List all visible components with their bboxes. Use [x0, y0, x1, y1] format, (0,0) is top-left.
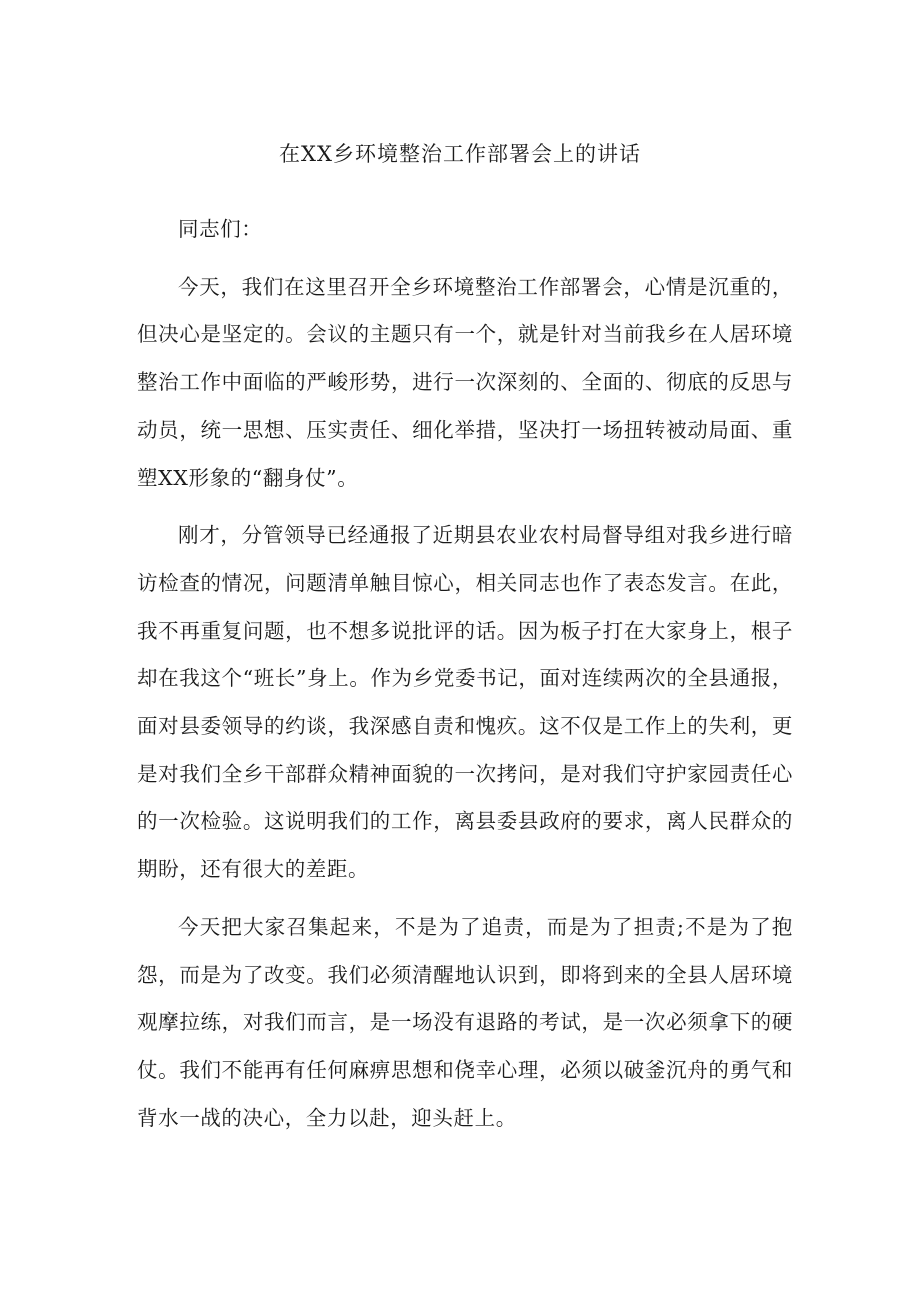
paragraph-3: 今天把大家召集起来，不是为了追责，而是为了担责;不是为了抱怨，而是为了改变。我们必须清醒地认识到，即将到来的全县人居环境观摩拉练，对我们而言，是一场没有退路的考试，是一次必须拿下的硬仗。我们不能再有任何麻痹思想和侥幸心理，必须以破釜沉舟的勇气和背水一战的决心，全力以赴，迎头赶上。: [137, 914, 793, 1130]
document-title: 在XX乡环境整治工作部署会上的讲话: [279, 142, 641, 166]
paragraph-1: 今天，我们在这里召开全乡环境整治工作部署会，心情是沉重的，但决心是坚定的。会议的主题只有一个，就是针对当前我乡在人居环境整治工作中面临的严峻形势，进行一次深刻的、全面的、彻底的反思与动员，统一思想、压实责任、细化举措，坚决打一场扭转被动局面、重塑XX形象的“翻身仗”。: [137, 274, 793, 490]
salutation: 同志们：: [178, 217, 263, 241]
paragraph-2: 刚才，分管领导已经通报了近期县农业农村局督导组对我乡进行暗访检查的情况，问题清单触目惊心，相关同志也作了表态发言。在此，我不再重复问题，也不想多说批评的话。因为板子打在大家身上，根子却在我这个“班长”身上。作为乡党委书记，面对连续两次的全县通报，面对县委领导的约谈，我深感自责和愧疚。这不仅是工作上的失利，更是对我们全乡干部群众精神面貌的一次拷问，是对我们守护家园责任心的一次检验。这说明我们的工作，离县委县政府的要求，离人民群众的期盼，还有很大的差距。: [137, 523, 793, 882]
document-body: [137, 206, 793, 1142]
